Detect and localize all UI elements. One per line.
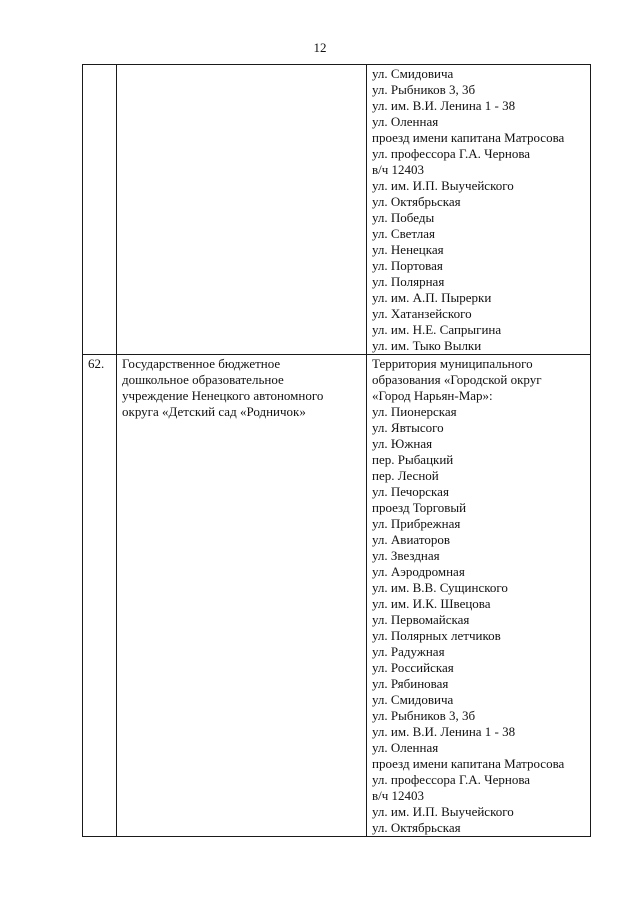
territory-line: ул. Ненецкая: [372, 242, 444, 257]
table-row: [83, 65, 591, 355]
territory-line: пер. Рыбацкий: [372, 452, 454, 467]
document-table: [82, 64, 591, 837]
territory-line: ул. Октябрьская: [372, 194, 461, 209]
row-number-cell: [83, 65, 117, 355]
territory-line: ул. Рябиновая: [372, 676, 449, 691]
territory-line: ул. Авиаторов: [372, 532, 450, 547]
territory-line: ул. Полярных летчиков: [372, 628, 501, 643]
territory-line: ул. Октябрьская: [372, 820, 461, 835]
territory-line: ул. Российская: [372, 660, 454, 675]
territory-line: ул. профессора Г.А. Чернова: [372, 772, 531, 787]
territory-line: в/ч 12403: [372, 788, 425, 803]
row-number: 62.: [88, 356, 105, 371]
institution-name-cell: [117, 65, 367, 355]
table-body: [83, 65, 591, 837]
territory-line: ул. Радужная: [372, 644, 445, 659]
territory-line: ул. им. Тыко Вылки: [372, 338, 482, 353]
institution-name-cell: [117, 355, 367, 837]
table-row: [83, 355, 591, 837]
territory-line: в/ч 12403: [372, 162, 425, 177]
territory-line: ул. Прибрежная: [372, 516, 461, 531]
territory-line: ул. им. В.И. Ленина 1 - 38: [372, 724, 516, 739]
territory-line: ул. Рыбников 3, 3б: [372, 82, 476, 97]
territory-line: Территория муниципального: [372, 356, 533, 371]
territory-line: ул. им. Н.Е. Сапрыгина: [372, 322, 502, 337]
territory-line: ул. Портовая: [372, 258, 443, 273]
territory-line: ул. Оленная: [372, 114, 439, 129]
territory-line: ул. Пионерская: [372, 404, 457, 419]
territory-line: ул. Первомайская: [372, 612, 470, 627]
territory-line: ул. Победы: [372, 210, 435, 225]
territory-line: ул. Явтысого: [372, 420, 444, 435]
territory-line: пер. Лесной: [372, 468, 439, 483]
territory-line: ул. Смидовича: [372, 66, 454, 81]
institution-name-line: Государственное бюджетное: [122, 356, 281, 371]
territory-line: ул. им. И.П. Выучейского: [372, 804, 514, 819]
territory-line: проезд имени капитана Матросова: [372, 130, 565, 145]
territory-line: ул. Хатанзейского: [372, 306, 472, 321]
institution-name-line: учреждение Ненецкого автономного: [122, 388, 324, 403]
page-number: 12: [313, 40, 327, 55]
institution-name-line: дошкольное образовательное: [122, 372, 284, 387]
territory-line: «Город Нарьян-Мар»:: [372, 388, 493, 403]
row-number-cell: [83, 355, 117, 837]
territory-line: ул. им. В.В. Сущинского: [372, 580, 508, 595]
territory-line: ул. им. И.П. Выучейского: [372, 178, 514, 193]
territory-line: ул. Полярная: [372, 274, 445, 289]
territory-line: образования «Городской округ: [372, 372, 542, 387]
territory-line: ул. Южная: [372, 436, 433, 451]
territory-line: проезд Торговый: [372, 500, 467, 515]
territory-line: ул. Оленная: [372, 740, 439, 755]
territory-cell: [367, 355, 591, 837]
territory-line: проезд имени капитана Матросова: [372, 756, 565, 771]
territory-line: ул. им. В.И. Ленина 1 - 38: [372, 98, 516, 113]
territory-line: ул. Светлая: [372, 226, 436, 241]
territory-line: ул. Печорская: [372, 484, 449, 499]
institution-name-line: округа «Детский сад «Родничок»: [122, 404, 306, 419]
territory-line: ул. профессора Г.А. Чернова: [372, 146, 531, 161]
territory-line: ул. Аэродромная: [372, 564, 465, 579]
territory-line: ул. им. И.К. Швецова: [372, 596, 491, 611]
territory-cell: [367, 65, 591, 355]
territory-line: ул. Рыбников 3, 3б: [372, 708, 476, 723]
territory-line: ул. им. А.П. Пырерки: [372, 290, 492, 305]
territory-line: ул. Звездная: [372, 548, 440, 563]
territory-line: ул. Смидовича: [372, 692, 454, 707]
